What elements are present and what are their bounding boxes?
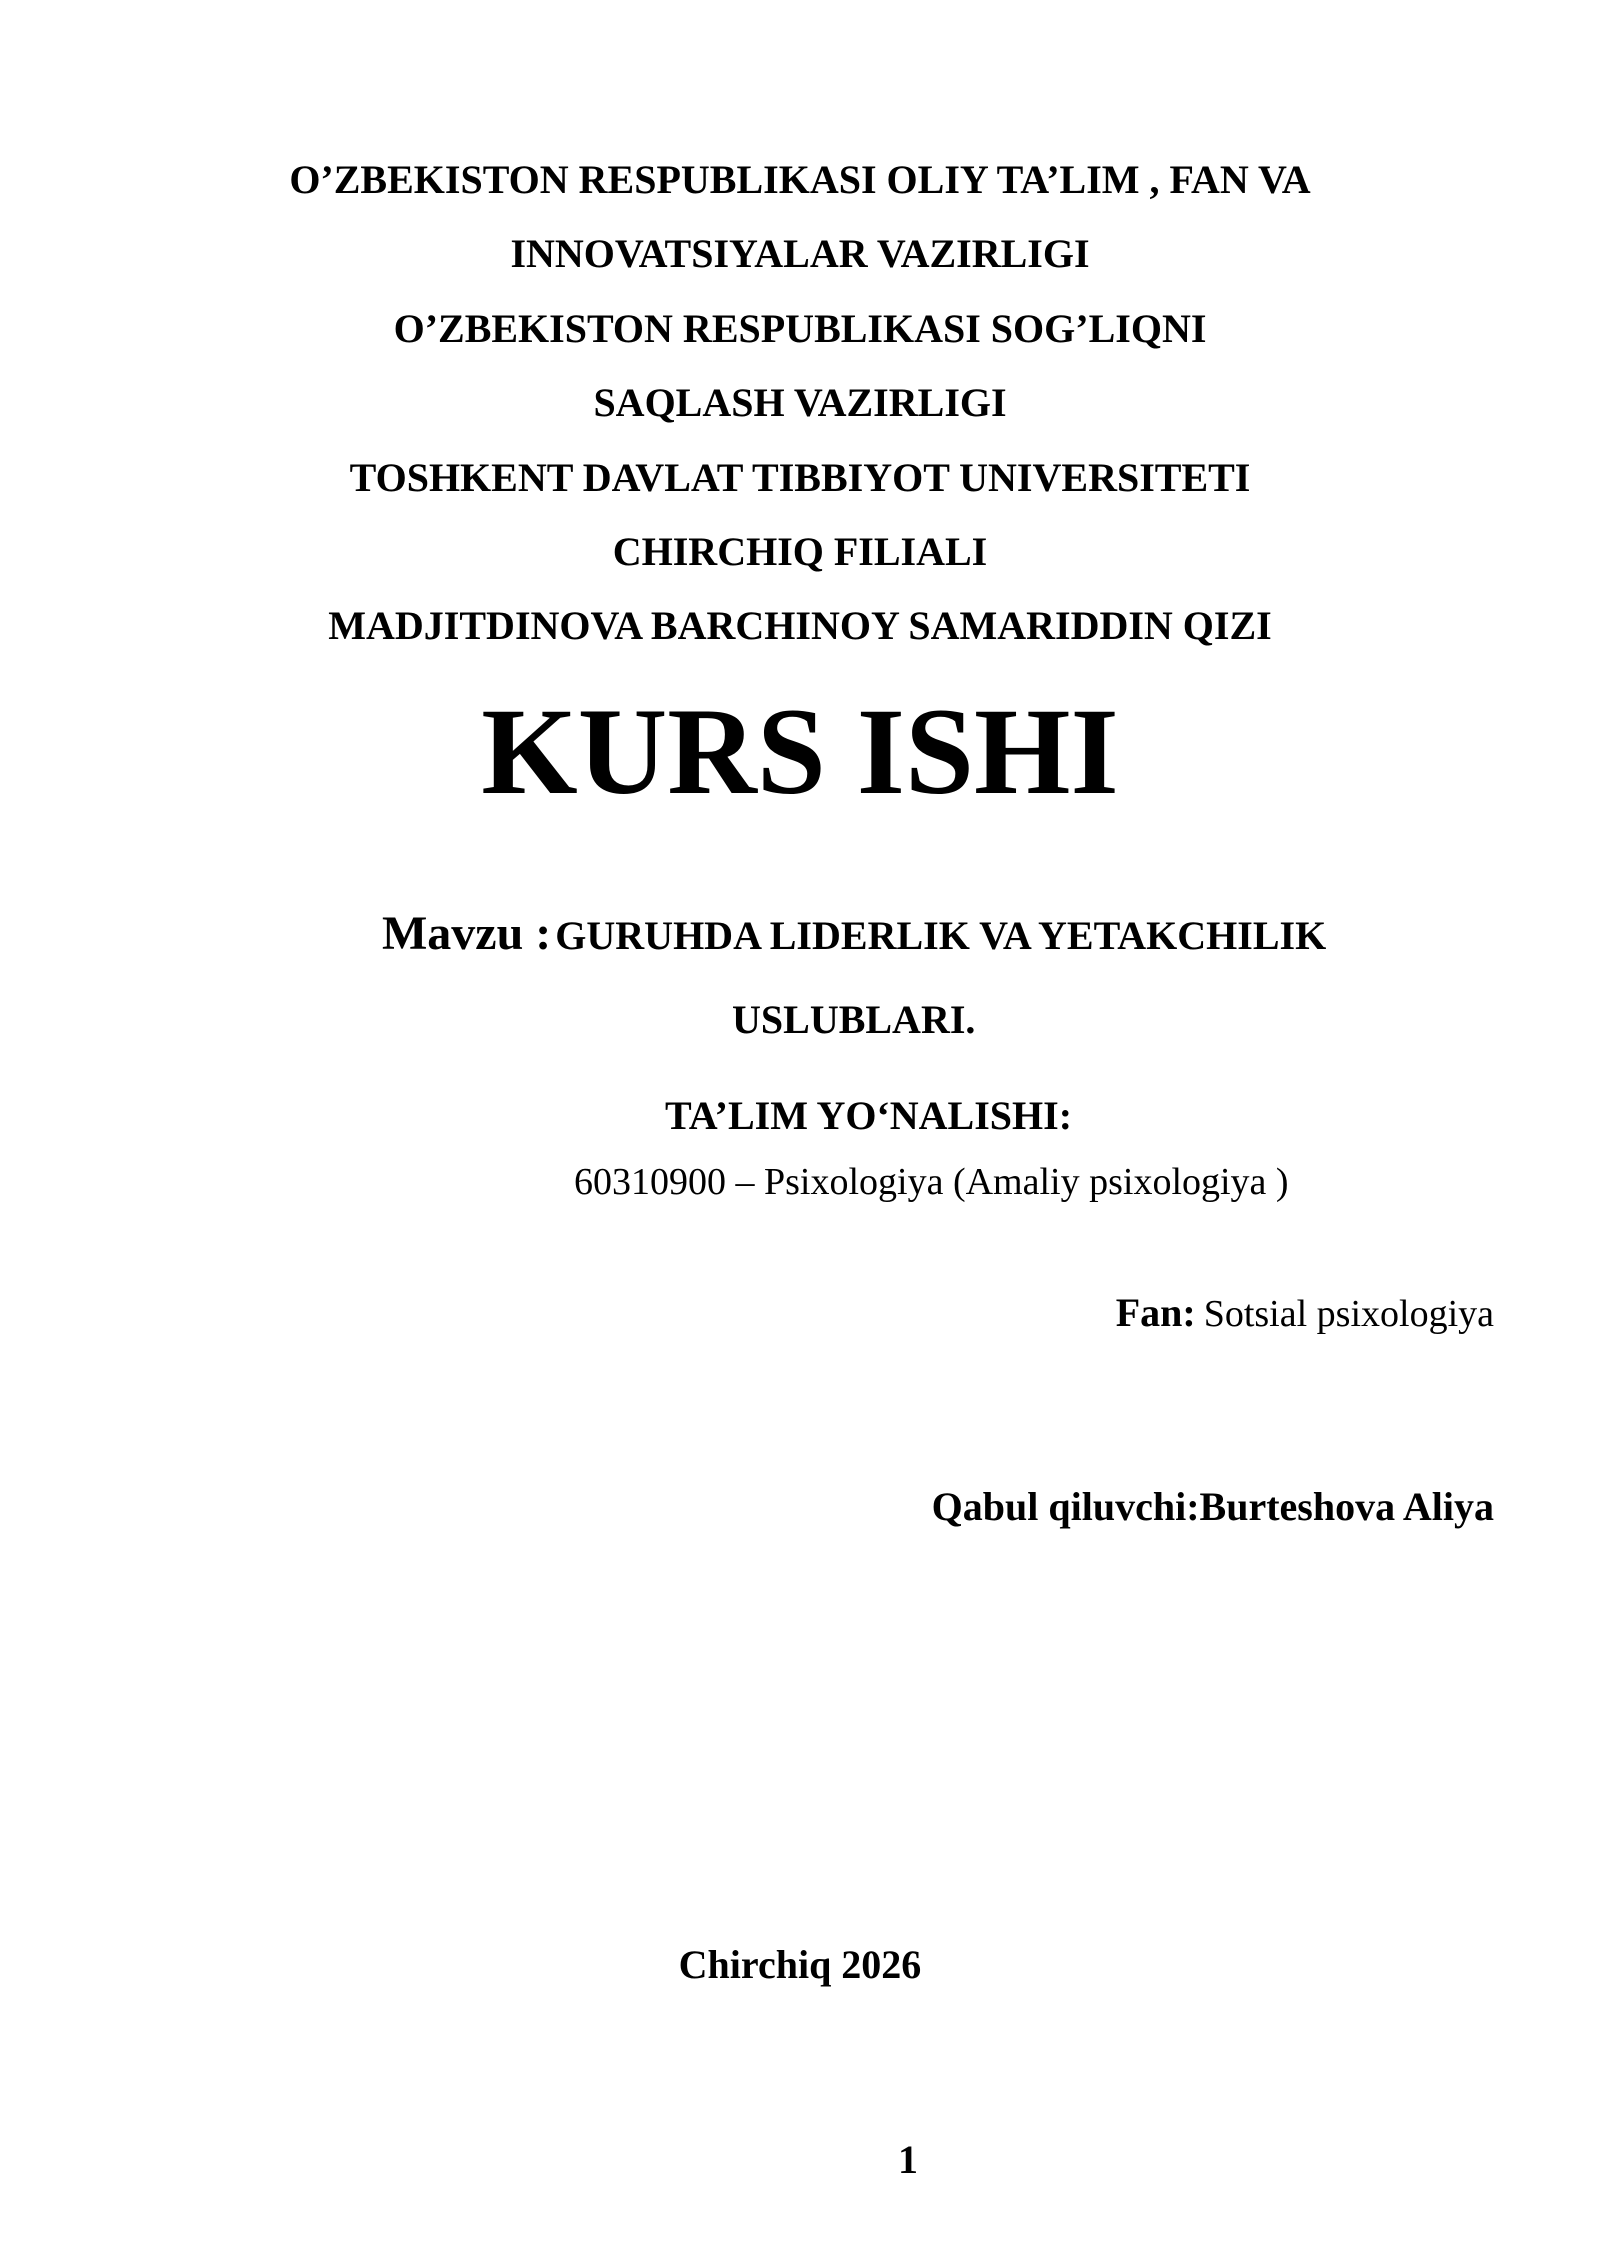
receiver-line bbox=[931, 1484, 1494, 1529]
subject-value: Sotsial psixologiya bbox=[1203, 1293, 1494, 1335]
header-line-1: O’ZBEKISTON RESPUBLIKASI OLIY TA’LIM , FAN VA bbox=[289, 157, 1311, 202]
subject-line bbox=[1115, 1290, 1494, 1335]
topic-label: Mavzu : bbox=[382, 907, 552, 960]
topic-value-line-1: GURUHDA LIDERLIK VA YETAKCHILIK bbox=[555, 913, 1327, 958]
direction-label: TA’LIM YO‘NALISHI: bbox=[665, 1093, 1073, 1138]
header-line-2: INNOVATSIYALAR VAZIRLIGI bbox=[510, 231, 1090, 276]
header-line-3: O’ZBEKISTON RESPUBLIKASI SOG’LIQNI bbox=[393, 306, 1207, 351]
header-line-6: CHIRCHIQ FILIALI bbox=[612, 529, 988, 574]
place-year: Chirchiq 2026 bbox=[678, 1942, 922, 1987]
header-line-7: MADJITDINOVA BARCHINOY SAMARIDDIN QIZI bbox=[328, 603, 1272, 648]
receiver-label: Qabul qiluvchi: bbox=[931, 1484, 1200, 1529]
topic-value-line-2: USLUBLARI. bbox=[732, 997, 976, 1042]
page-number: 1 bbox=[898, 2137, 918, 2182]
document-title: KURS ISHI bbox=[481, 683, 1119, 820]
header-line-5: TOSHKENT DAVLAT TIBBIYOT UNIVERSITETI bbox=[349, 455, 1251, 500]
topic-line-1 bbox=[382, 907, 1327, 960]
direction-value: 60310900 – Psixologiya (Amaliy psixologiya ) bbox=[574, 1161, 1289, 1203]
receiver-value: Burteshova Aliya bbox=[1199, 1484, 1494, 1529]
subject-label: Fan: bbox=[1115, 1290, 1196, 1335]
header-line-4: SAQLASH VAZIRLIGI bbox=[593, 380, 1007, 425]
